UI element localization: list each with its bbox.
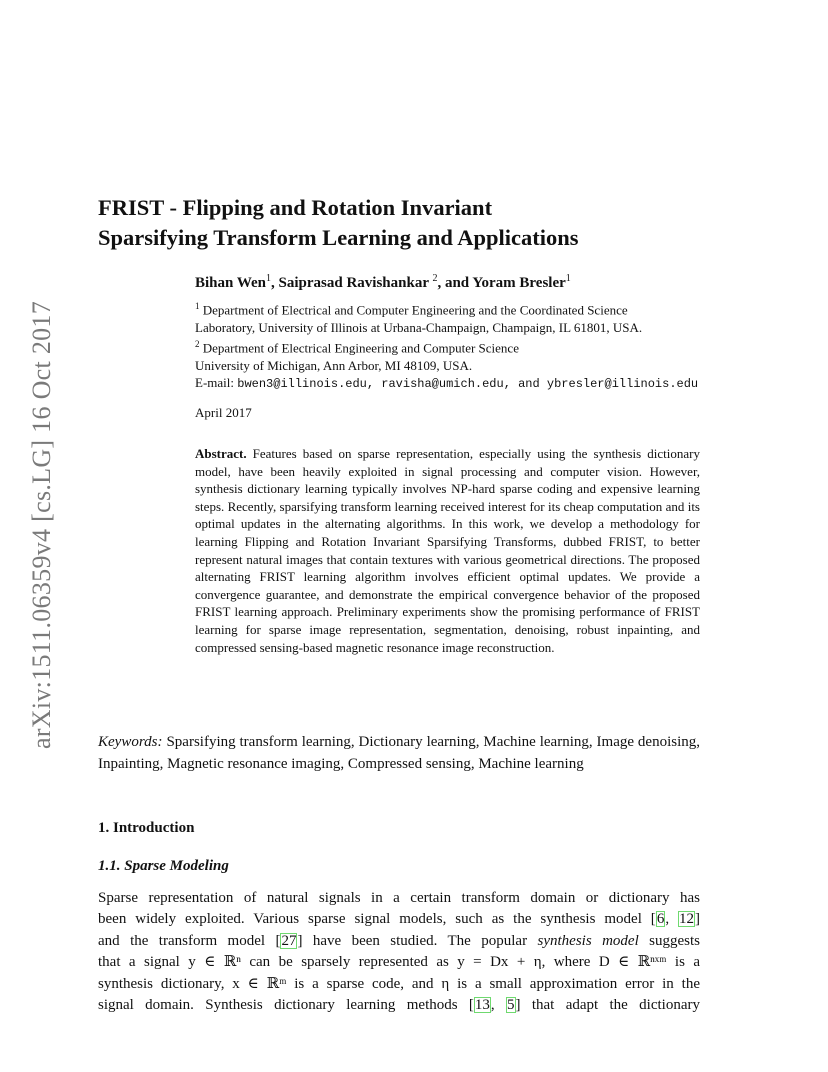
affiliation-line: University of Michigan, Ann Arbor, MI 48109, USA. (195, 358, 473, 374)
affiliation-line: $^2$ Department of Electrical Engineering and Computer Science (195, 339, 519, 356)
keywords-label: Keywords: (98, 734, 163, 750)
affiliation-line: Laboratory, University of Illinois at Urbana-Champaign, Champaign, IL 61801, USA. (195, 319, 643, 335)
body-line: been widely exploited. Various sparse signal models, such as the synthesis model [6, 12] (98, 911, 701, 928)
body-line: and the transform model [27] have been studied. The popular synthesis model suggests (98, 932, 700, 949)
publication-date: April 2017 (195, 405, 252, 420)
paper-title-line-2: Sparsifying Transform Learning and Applications (98, 225, 579, 250)
author-name: Bihan Wen (195, 275, 267, 291)
abstract-label: Abstract. (195, 446, 247, 461)
body-paragraph (98, 888, 700, 1016)
arxiv-identifier-text: arXiv:1511.06359v4 [cs.LG] 16 Oct 2017 (27, 300, 56, 750)
arxiv-identifier (22, 290, 62, 760)
email-addresses: bwen3@illinois.edu, ravisha@umich.edu, and ybresler@illinois.edu (237, 377, 699, 391)
author-name: , and Yoram Bresler (437, 275, 566, 291)
body-line: signal domain. Synthesis dictionary learning methods [13, 5] that adapt the dictionary (98, 997, 700, 1014)
citation-link-5[interactable]: 5 (507, 997, 515, 1014)
author-affiliation-mark: 1 (565, 273, 571, 284)
affiliations (195, 298, 715, 375)
email-label: E-mail: (195, 375, 238, 390)
body-line: that a signal y ∈ ℝⁿ can be sparsely represented as y = Dx + η, where D ∈ ℝⁿˣᵐ is a (98, 954, 700, 971)
affiliation-mark: 1 (195, 301, 200, 311)
body-line: Sparse representation of natural signals in a certain transform domain or dictionary has (98, 890, 700, 906)
abstract-text: Features based on sparse representation, especially using the synthesis dictionary model, have been heavily exploited in signal processing and computer vision. However, synthesis dictionary learning typically involves NP-hard sparse coding and expensive learning steps. Recently, sparsifying transform learning received interest for its cheap computation and its optimal updates in the alternating algorithms. In this work, we develop a methodology for learning Flipping and Rotation Invariant Sparsifying Transforms, dubbed FRIST, to better represent natural images that contain textures with various geometrical directions. The proposed alternating FRIST learning algorithm involves efficient optimal updates. We provide a convergence guarantee, and demonstrate the empirical convergence behavior of the proposed FRIST learning approach. Preliminary experiments show the promising performance of FRIST learning for sparse image representation, segmentation, denoising, robust inpainting, and compressed sensing-based magnetic resonance image reconstruction. (195, 446, 700, 655)
affiliation-line: $^1$ Department of Electrical and Computer Engineering and the Coordinated Science (195, 301, 628, 318)
author-affiliation-mark: 1 (266, 273, 272, 284)
paper-title-line-1: FRIST - Flipping and Rotation Invariant (98, 195, 493, 220)
emphasis-text: synthesis model (537, 932, 639, 949)
citation-link-6[interactable]: 6 (656, 911, 665, 928)
paper-title (98, 193, 738, 253)
abstract (195, 445, 700, 656)
keywords (98, 732, 700, 775)
citation-link-13[interactable]: 13 (474, 997, 490, 1014)
subsection-heading: 1.1. Sparse Modeling (98, 858, 229, 874)
affiliation-mark: 2 (195, 339, 200, 350)
author-affiliation-mark: 2 (432, 273, 438, 284)
citation-link-12[interactable]: 12 (679, 911, 695, 928)
author-list (195, 273, 571, 292)
section-heading: 1. Introduction (98, 820, 195, 836)
body-line: synthesis dictionary, x ∈ ℝᵐ is a sparse code, and η is a small approximation error in the (98, 975, 700, 992)
author-name: , Saiprasad Ravishankar (271, 275, 433, 291)
email-line (195, 375, 698, 391)
citation-link-27[interactable]: 27 (281, 932, 297, 949)
keywords-text: Sparsifying transform learning, Dictionary learning, Machine learning, Image denoising, Inpainting, Magnetic resonance imaging, Compressed sensing, Machine learning (98, 734, 700, 772)
